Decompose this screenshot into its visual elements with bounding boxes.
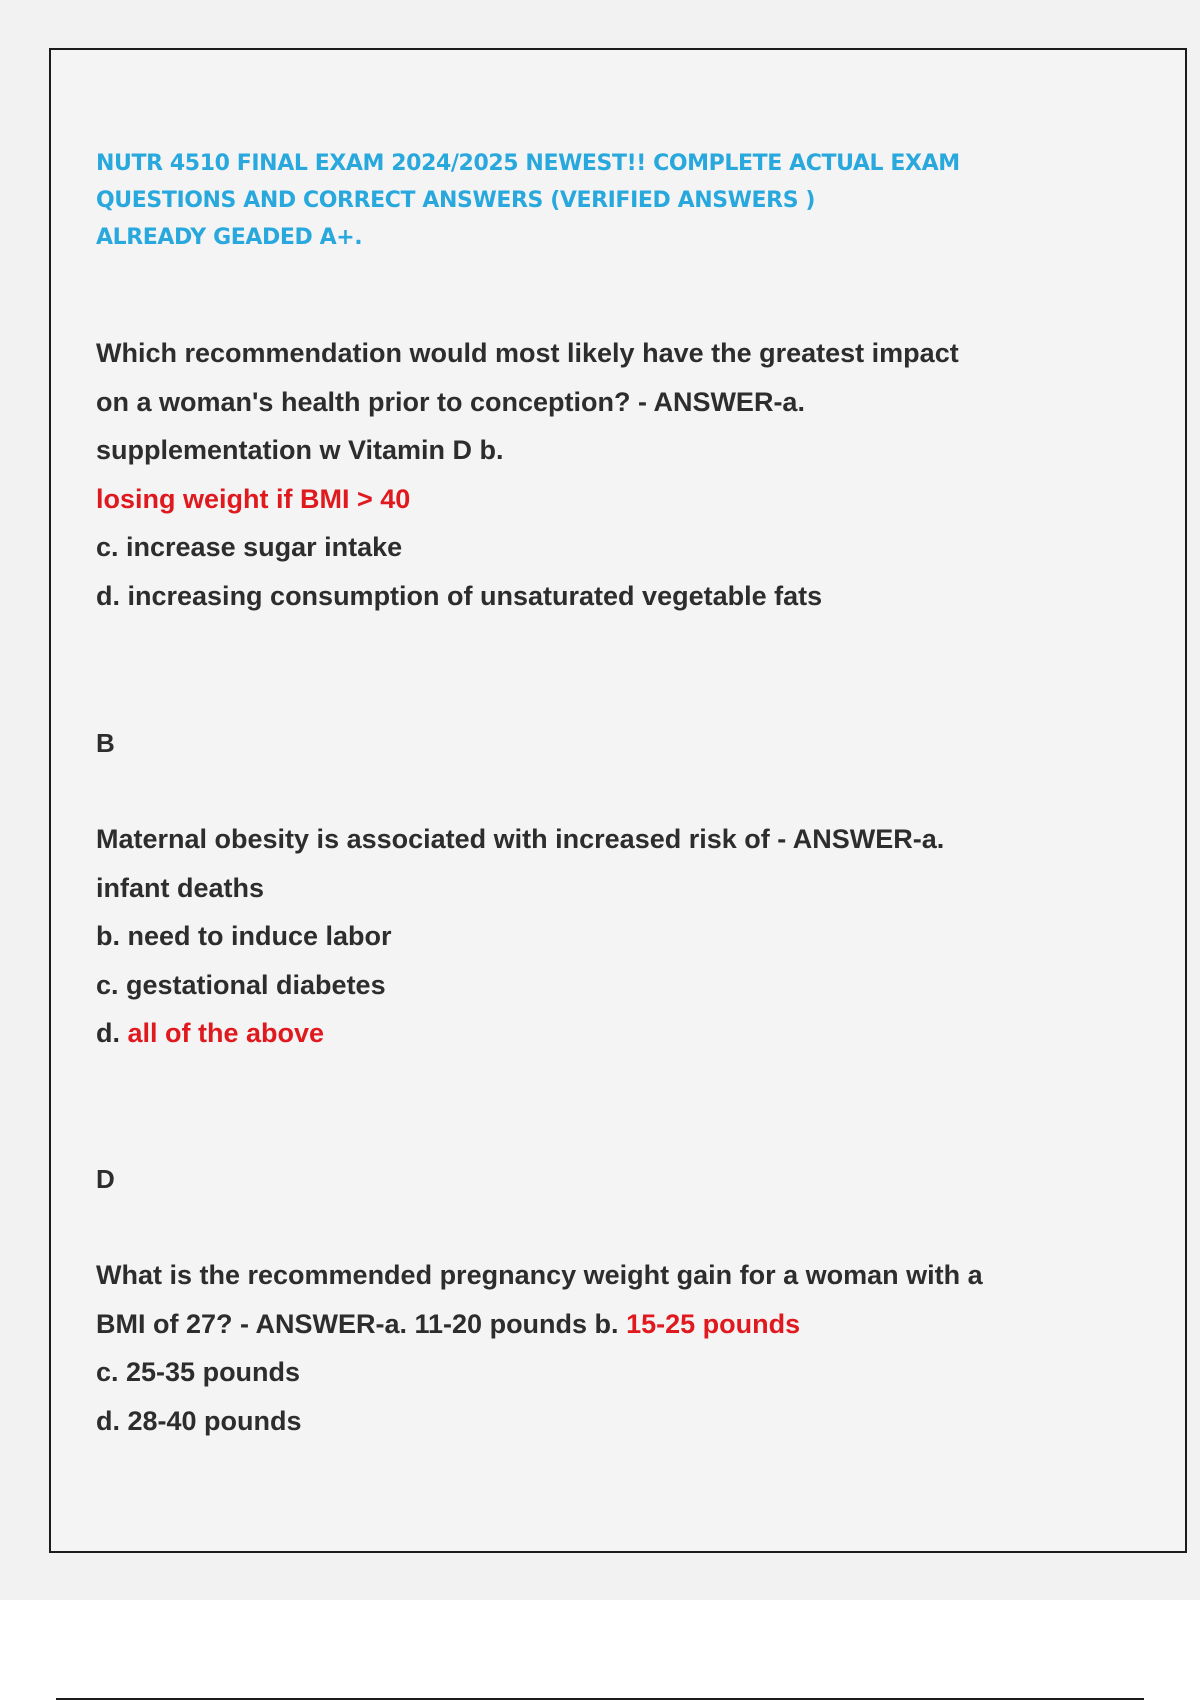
question-2-option-c: c. gestational diabetes xyxy=(96,969,386,1000)
question-1-option-c: c. increase sugar intake xyxy=(96,532,403,562)
question-1-option-d: d. increasing consumption of unsaturated vegetable fats xyxy=(96,580,823,611)
question-3-line-2-prefix: BMI of 27? - ANSWER-a. 11-20 pounds b. xyxy=(96,1308,619,1339)
question-2-line-2: infant deaths xyxy=(96,872,265,903)
question-3-option-c: c. 25-35 pounds xyxy=(96,1357,301,1387)
question-2-correct-option: all of the above xyxy=(127,1018,325,1048)
question-2-option-d-prefix: d. xyxy=(96,1018,120,1048)
document-title xyxy=(96,145,996,256)
question-2-answer: D xyxy=(96,1164,115,1194)
question-1-line-2: on a woman's health prior to conception? - ANSWER-a. xyxy=(96,386,805,417)
question-1-line-3: supplementation w Vitamin D b. xyxy=(96,435,504,465)
question-3-option-d: d. 28-40 pounds xyxy=(96,1405,302,1436)
question-3 xyxy=(96,1251,1096,1445)
question-3-correct-option: 15-25 pounds xyxy=(626,1308,801,1339)
question-3-line-2 xyxy=(96,1300,1096,1349)
question-1-correct-option: losing weight if BMI > 40 xyxy=(96,483,411,514)
question-1-line-1: Which recommendation would most likely have the greatest impact xyxy=(96,338,959,368)
question-2-option-b: b. need to induce labor xyxy=(96,921,392,951)
question-2-line-1: Maternal obesity is associated with increased risk of - ANSWER-a. xyxy=(96,824,945,854)
question-1-answer: B xyxy=(96,728,115,758)
question-3-line-1: What is the recommended pregnancy weight gain for a woman with a xyxy=(96,1260,983,1290)
title-line-3: ALREADY GEADED A+. xyxy=(96,225,363,250)
title-line-2: QUESTIONS AND CORRECT ANSWERS (VERIFIED ANSWERS ) xyxy=(96,188,816,213)
title-line-1: NUTR 4510 FINAL EXAM 2024/2025 NEWEST!! COMPLETE ACTUAL EXAM xyxy=(96,151,960,176)
question-1 xyxy=(96,329,1096,620)
question-2 xyxy=(96,815,1096,1058)
question-2-option-d xyxy=(96,1009,1096,1058)
